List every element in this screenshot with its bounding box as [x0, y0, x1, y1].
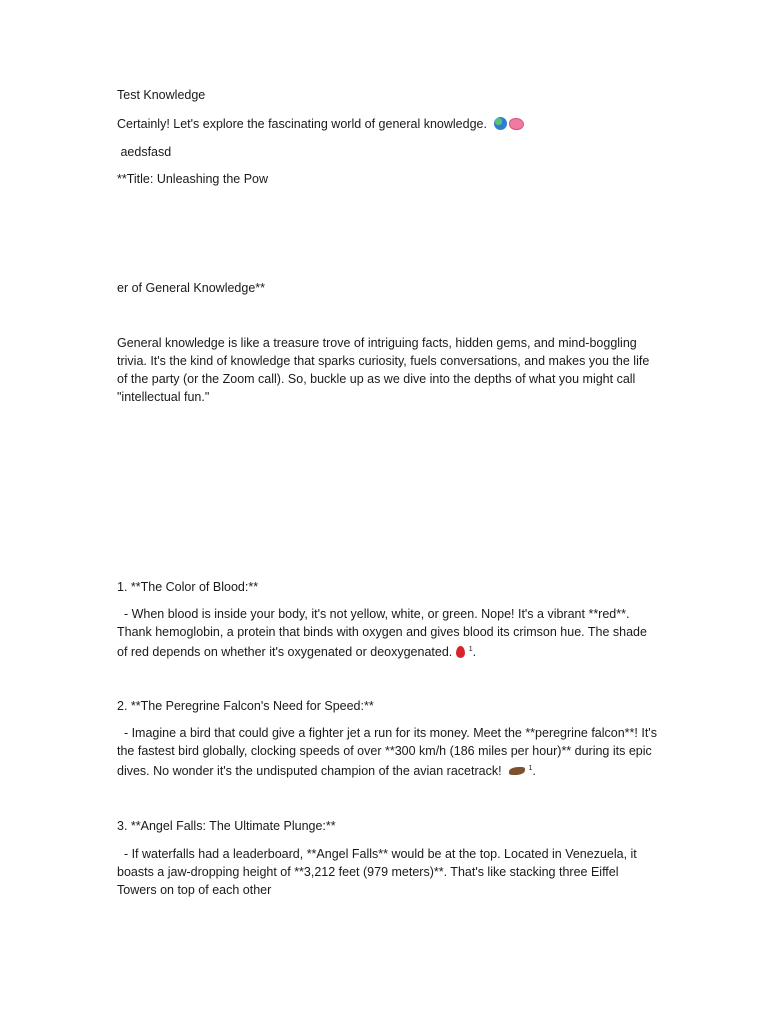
title-part-1: **Title: Unleashing the Pow	[117, 172, 269, 186]
globe-icon	[494, 117, 507, 130]
falcon-icon	[509, 767, 525, 775]
item-1-end: .	[472, 645, 477, 660]
item-3-body: - If waterfalls had a leaderboard, **Angel Falls** would be at the top. Located in Venezuela, it boasts a jaw-dropping height of **3,212 feet (979 meters)**. That's like stacking three Eiffel Towers on top of each other	[117, 847, 641, 897]
item-2-body	[117, 724, 661, 780]
item-1-text: - When blood is inside your body, it's not yellow, white, or green. Nope! It's a vibrant **red**. Thank hemoglobin, a protein that binds with oxygen and gives blood its crimson hue. The shade of red depends on whether it's oxygenated or deoxygenated.	[117, 607, 651, 660]
item-1-heading: 1. **The Color of Blood:**	[117, 580, 259, 594]
brain-icon	[509, 118, 524, 130]
intro-line	[117, 115, 657, 133]
intro-paragraph: General knowledge is like a treasure trove of intriguing facts, hidden gems, and mind-boggling trivia. It's the kind of knowledge that sparks curiosity, fuels conversations, and makes you the life of the party (or the Zoom call). So, buckle up as we dive into the depths of what you might call "intellectual fun."	[117, 336, 650, 404]
stray-text: aedsfasd	[117, 145, 172, 159]
item-2-heading: 2. **The Peregrine Falcon's Need for Speed:**	[117, 699, 374, 713]
footnote-marker: 1	[528, 765, 533, 772]
title-part-2: er of General Knowledge**	[117, 281, 266, 295]
item-2-end: .	[532, 764, 536, 779]
blood-drop-icon	[456, 646, 465, 658]
document-heading: Test Knowledge	[117, 88, 206, 102]
item-3-heading: 3. **Angel Falls: The Ultimate Plunge:**	[117, 819, 336, 833]
item-2-text: - Imagine a bird that could give a fighter jet a run for its money. Meet the **peregrine falcon**! It's the fastest bird globally, clocking speeds of over **300 km/h (186 miles per hour)** during its epic dives. No wonder it's the undisputed champion of the avian racetrack!	[117, 726, 661, 779]
intro-text: Certainly! Let's explore the fascinating world of general knowledge.	[117, 117, 487, 131]
footnote-marker: 1	[468, 646, 473, 653]
item-1-body	[117, 605, 657, 661]
